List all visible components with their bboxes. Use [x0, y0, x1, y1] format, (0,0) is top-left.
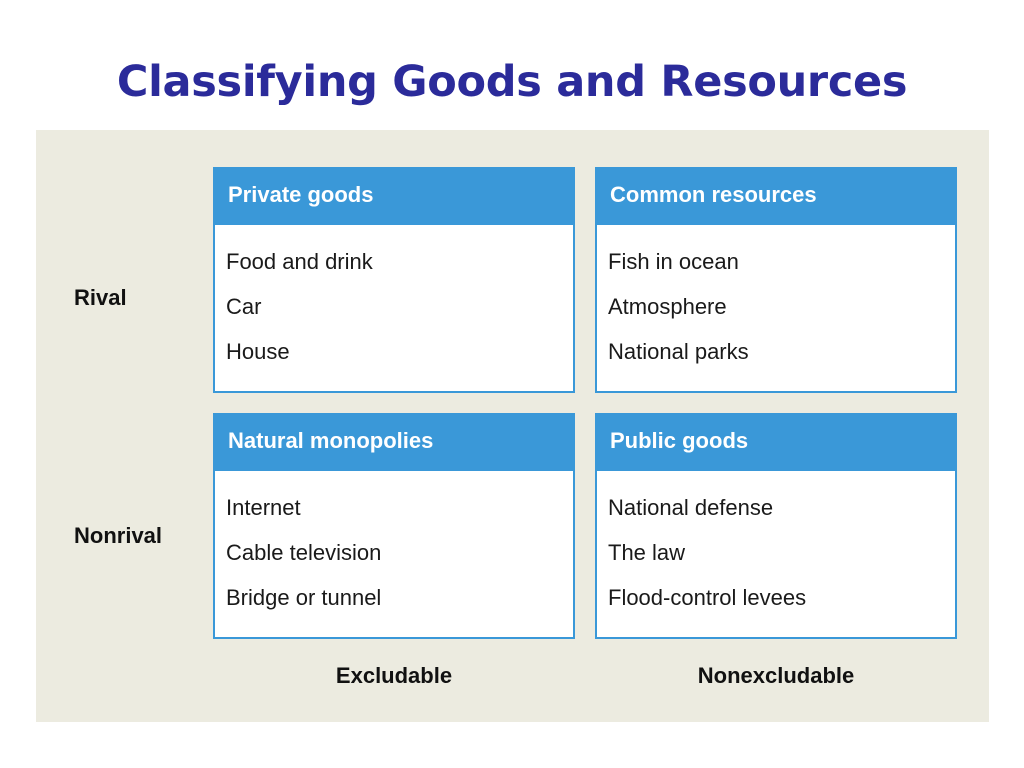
list-item: Atmosphere — [608, 294, 727, 319]
list-item: Car — [226, 294, 262, 319]
list-item: The law — [608, 540, 686, 565]
cell-items-common-resources — [597, 225, 955, 374]
slide-title: Classifying Goods and Resources — [116, 57, 908, 107]
column-label-excludable: Excludable — [335, 663, 453, 688]
column-label-nonexcludable: Nonexcludable — [697, 663, 855, 688]
cell-items-public-goods — [597, 471, 955, 620]
list-item: House — [226, 339, 290, 364]
cell-header-private-goods: Private goods — [215, 169, 573, 225]
cell-header-public-goods: Public goods — [597, 415, 955, 471]
cell-items-natural-monopolies — [215, 471, 573, 620]
cell-private-goods — [213, 167, 575, 393]
list-item: Fish in ocean — [608, 249, 739, 274]
list-item: Flood-control levees — [608, 585, 807, 610]
list-item: National parks — [608, 339, 749, 364]
list-item: Food and drink — [226, 249, 373, 274]
cell-common-resources — [595, 167, 957, 393]
list-item: National defense — [608, 495, 774, 520]
list-item: Cable television — [226, 540, 382, 565]
cell-items-private-goods — [215, 225, 573, 374]
list-item: Bridge or tunnel — [226, 585, 382, 610]
cell-header-natural-monopolies: Natural monopolies — [215, 415, 573, 471]
row-label-rival: Rival — [74, 285, 127, 310]
cell-header-common-resources: Common resources — [597, 169, 955, 225]
list-item: Internet — [226, 495, 301, 520]
cell-public-goods — [595, 413, 957, 639]
row-label-nonrival: Nonrival — [74, 523, 163, 548]
cell-natural-monopolies — [213, 413, 575, 639]
classification-panel — [36, 130, 989, 722]
